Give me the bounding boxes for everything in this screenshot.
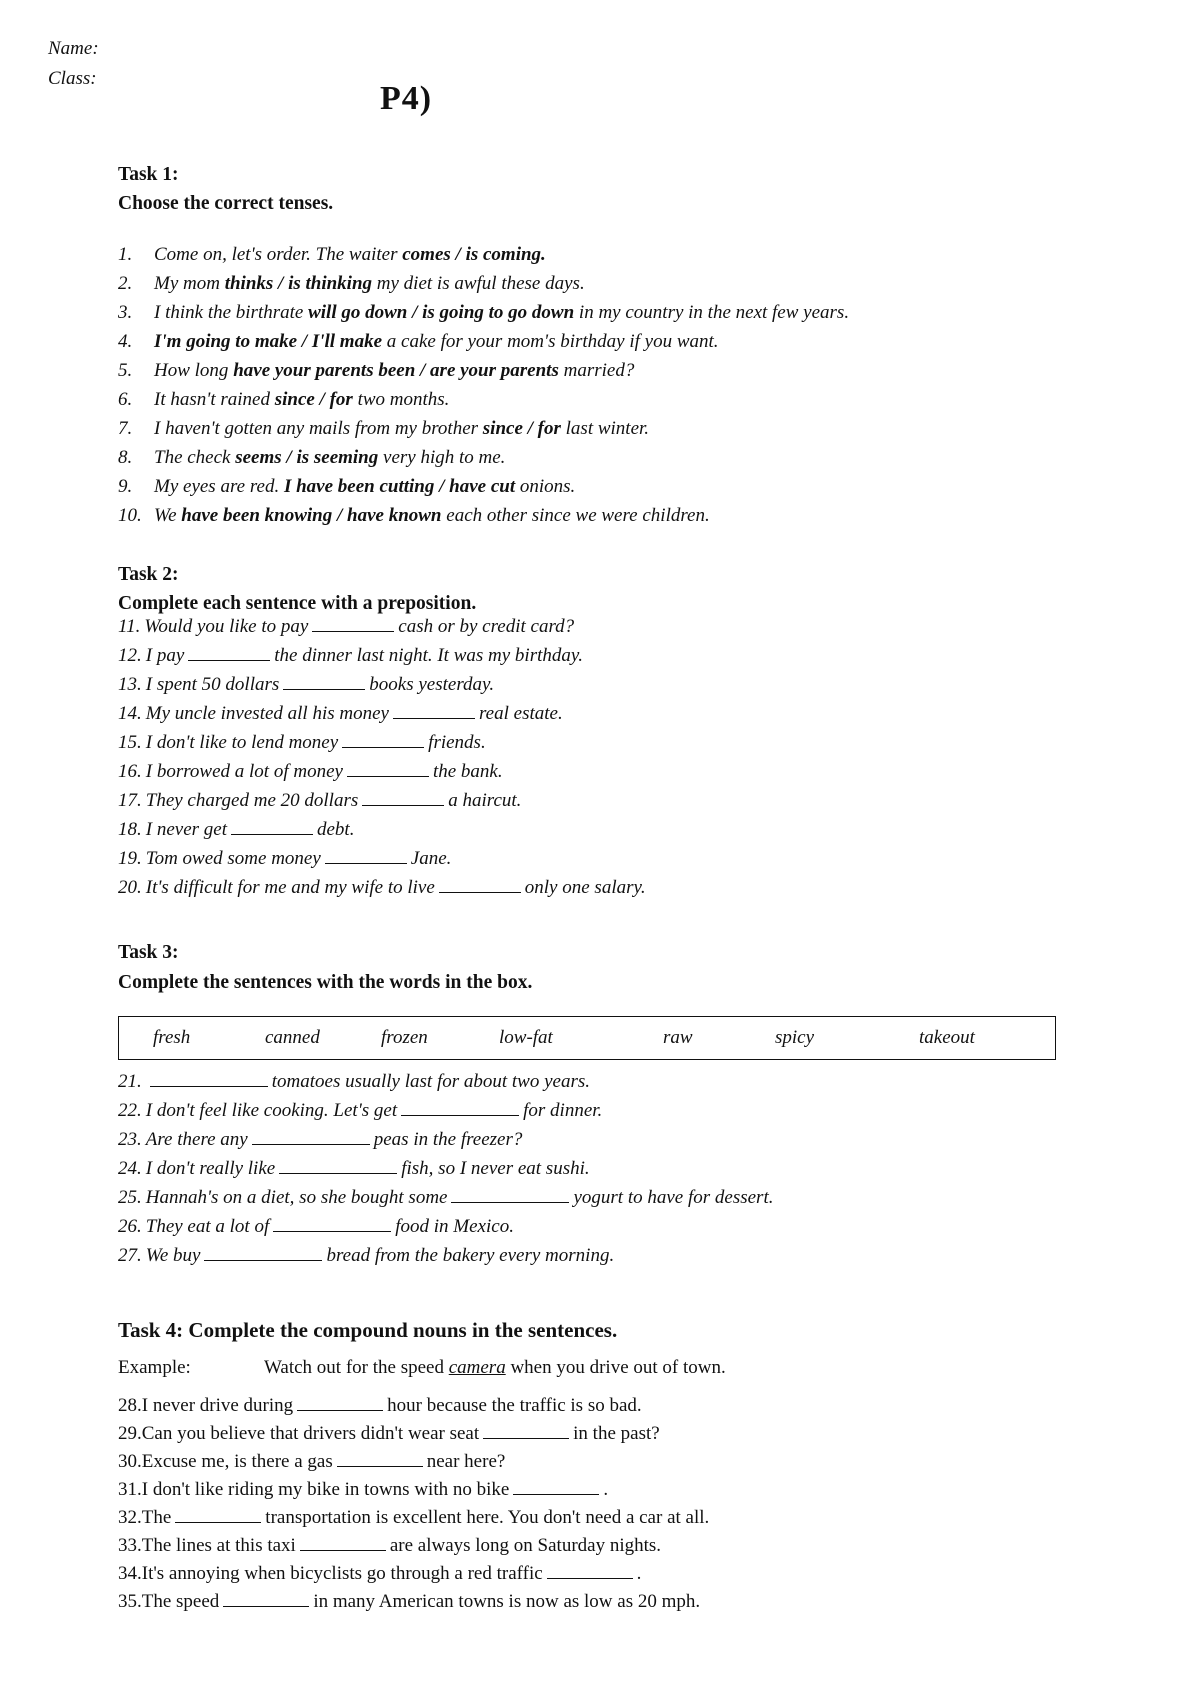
task1-item — [118, 302, 849, 324]
item-text: bread from the bakery every morning. — [326, 1245, 615, 1266]
item-text: I don't feel like cooking. Let's get — [145, 1100, 398, 1121]
answer-blank[interactable] — [362, 791, 444, 806]
item-text: I pay — [145, 645, 185, 666]
task2-item — [118, 732, 486, 754]
item-text: It's annoying when bicyclists go through a red traffic — [141, 1563, 543, 1584]
item-text: I never drive during — [141, 1395, 294, 1416]
task4-item — [118, 1423, 660, 1445]
item-text: real estate. — [478, 703, 563, 724]
answer-blank[interactable] — [483, 1424, 569, 1439]
answer-blank[interactable] — [300, 1536, 386, 1551]
answer-blank[interactable] — [231, 820, 313, 835]
item-text: are always long on Saturday nights. — [389, 1535, 662, 1556]
task2-item — [118, 616, 574, 638]
task1-title: Task 1: — [118, 164, 179, 185]
item-text: Come on, let's order. The waiter — [154, 244, 403, 265]
answer-blank[interactable] — [439, 878, 521, 893]
answer-blank[interactable] — [297, 1396, 383, 1411]
word-box-item: canned — [265, 1027, 320, 1048]
task4-item — [118, 1535, 661, 1557]
task2-item — [118, 674, 494, 696]
task4-title: Task 4: Complete the compound nouns in the sentences. — [118, 1318, 618, 1342]
answer-blank[interactable] — [223, 1592, 309, 1607]
item-number: 15. — [118, 732, 142, 753]
item-number: 21. — [118, 1071, 142, 1092]
item-text: The speed — [141, 1591, 220, 1612]
task3-item — [118, 1100, 602, 1122]
item-number: 18. — [118, 819, 142, 840]
answer-blank[interactable] — [325, 849, 407, 864]
item-number: 23. — [118, 1129, 142, 1150]
task3-item — [118, 1158, 590, 1180]
task3-instruction: Complete the sentences with the words in the box. — [118, 972, 533, 993]
item-number: 9. — [118, 476, 133, 497]
item-text: The lines at this taxi — [141, 1535, 296, 1556]
item-text: last winter. — [560, 418, 650, 439]
task1-instruction: Choose the correct tenses. — [118, 193, 334, 214]
item-number: 25. — [118, 1187, 142, 1208]
task1-item — [118, 418, 649, 440]
tense-options: comes / is coming. — [402, 244, 546, 265]
item-number: 34. — [118, 1563, 142, 1584]
answer-blank[interactable] — [337, 1452, 423, 1467]
item-number: 4. — [118, 331, 133, 352]
item-text: hour because the traffic is so bad. — [387, 1395, 642, 1416]
answer-blank[interactable] — [312, 617, 394, 632]
answer-blank[interactable] — [547, 1564, 633, 1579]
task2-item — [118, 645, 583, 667]
answer-blank[interactable] — [283, 675, 365, 690]
task2-item — [118, 819, 354, 841]
task4-item — [118, 1591, 700, 1613]
item-text: Jane. — [410, 848, 452, 869]
tense-options: since / for — [274, 389, 353, 410]
item-text: Excuse me, is there a gas — [141, 1451, 333, 1472]
item-number: 22. — [118, 1100, 142, 1121]
tense-options: I'm going to make / I'll make — [154, 331, 383, 352]
example-text: Watch out for the speed — [264, 1357, 449, 1378]
item-number: 14. — [118, 703, 142, 724]
item-text: The — [141, 1507, 172, 1528]
item-text: We — [154, 505, 182, 526]
item-text: Can you believe that drivers didn't wear seat — [141, 1423, 480, 1444]
item-text: Would you like to pay — [144, 616, 309, 637]
task4-example — [118, 1357, 726, 1379]
task2-item — [118, 790, 521, 812]
answer-blank[interactable] — [150, 1072, 268, 1087]
task4-item — [118, 1507, 709, 1529]
tense-options: have been knowing / have known — [181, 505, 442, 526]
item-number: 7. — [118, 418, 133, 439]
task2-instruction: Complete each sentence with a preposition. — [118, 593, 477, 614]
item-text: the dinner last night. It was my birthday. — [274, 645, 584, 666]
item-text: my diet is awful these days. — [372, 273, 585, 294]
task3-title: Task 3: — [118, 942, 179, 963]
task1-item — [118, 476, 575, 498]
item-number: 10. — [118, 505, 142, 526]
name-label: Name: — [48, 38, 99, 59]
item-number: 27. — [118, 1245, 142, 1266]
task4-item — [118, 1479, 608, 1501]
item-number: 19. — [118, 848, 142, 869]
task3-item — [118, 1129, 522, 1151]
answer-blank[interactable] — [401, 1101, 519, 1116]
item-text: How long — [154, 360, 234, 381]
item-number: 1. — [118, 244, 133, 265]
item-number: 13. — [118, 674, 142, 695]
word-box-item: spicy — [775, 1027, 815, 1048]
task3-item — [118, 1071, 590, 1093]
item-text: Hannah's on a diet, so she bought some — [145, 1187, 448, 1208]
item-text: friends. — [428, 732, 486, 753]
tense-options: I have been cutting / have cut — [283, 476, 516, 497]
example-text-end: when you drive out of town. — [505, 1357, 726, 1378]
item-text: a cake for your mom's birthday if you want. — [382, 331, 719, 352]
tense-options: since / for — [482, 418, 561, 439]
item-text: Are there any — [145, 1129, 248, 1150]
item-number: 11. — [118, 616, 141, 637]
item-text: in my country in the next few years. — [574, 302, 850, 323]
item-text: My mom — [154, 273, 225, 294]
item-text: . — [603, 1479, 609, 1500]
item-text: I think the birthrate — [154, 302, 309, 323]
task1-item — [118, 331, 719, 353]
item-number: 12. — [118, 645, 142, 666]
task4-item — [118, 1563, 641, 1585]
item-number: 33. — [118, 1535, 142, 1556]
item-text: Tom owed some money — [145, 848, 321, 869]
class-label: Class: — [48, 68, 97, 89]
item-text: in many American towns is now as low as 20 mph. — [313, 1591, 701, 1612]
word-box-item: frozen — [381, 1027, 428, 1048]
task4-item — [118, 1395, 642, 1417]
item-text: each other since we were children. — [441, 505, 710, 526]
item-text: only one salary. — [524, 877, 646, 898]
example-word: camera — [448, 1357, 506, 1378]
item-text: My uncle invested all his money — [145, 703, 389, 724]
word-box-item: raw — [663, 1027, 693, 1048]
item-text: We buy — [145, 1245, 201, 1266]
item-text: I spent 50 dollars — [145, 674, 280, 695]
answer-blank[interactable] — [204, 1246, 322, 1261]
item-text: I don't really like — [145, 1158, 276, 1179]
item-text: My eyes are red. — [154, 476, 284, 497]
item-number: 20. — [118, 877, 142, 898]
item-number: 16. — [118, 761, 142, 782]
answer-blank[interactable] — [175, 1508, 261, 1523]
task2-title: Task 2: — [118, 564, 179, 585]
item-text: . — [636, 1563, 642, 1584]
answer-blank[interactable] — [273, 1217, 391, 1232]
item-number: 31. — [118, 1479, 142, 1500]
task2-item — [118, 877, 646, 899]
answer-blank[interactable] — [279, 1159, 397, 1174]
item-text: the bank. — [432, 761, 503, 782]
item-text: debt. — [316, 819, 355, 840]
task3-item — [118, 1187, 773, 1209]
item-number: 28. — [118, 1395, 142, 1416]
answer-blank[interactable] — [347, 762, 429, 777]
task1-item — [118, 389, 449, 411]
answer-blank[interactable] — [393, 704, 475, 719]
item-number: 26. — [118, 1216, 142, 1237]
item-text: I borrowed a lot of money — [145, 761, 343, 782]
tense-options: will go down / is going to go down — [308, 302, 575, 323]
item-text: The check — [154, 447, 236, 468]
task2-item — [118, 848, 451, 870]
item-text: food in Mexico. — [395, 1216, 514, 1237]
task1-item — [118, 360, 634, 382]
word-box-item: fresh — [153, 1027, 191, 1048]
task3-item — [118, 1216, 514, 1238]
answer-blank[interactable] — [342, 733, 424, 748]
worksheet-code: P4) — [380, 80, 433, 117]
item-text: peas in the freezer? — [373, 1129, 523, 1150]
answer-blank[interactable] — [188, 646, 270, 661]
answer-blank[interactable] — [252, 1130, 370, 1145]
task1-item — [118, 447, 505, 469]
task4-item — [118, 1451, 505, 1473]
item-text: for dinner. — [523, 1100, 603, 1121]
word-box-item: low-fat — [499, 1027, 553, 1048]
item-number: 35. — [118, 1591, 142, 1612]
item-text: It hasn't rained — [154, 389, 275, 410]
item-text: It's difficult for me and my wife to live — [145, 877, 435, 898]
item-text: near here? — [426, 1451, 506, 1472]
item-text: They eat a lot of — [145, 1216, 270, 1237]
tense-options: seems / is seeming — [235, 447, 379, 468]
item-text: yogurt to have for dessert. — [573, 1187, 774, 1208]
item-number: 17. — [118, 790, 142, 811]
item-text: I never get — [145, 819, 227, 840]
example-label: Example: — [118, 1357, 191, 1378]
answer-blank[interactable] — [513, 1480, 599, 1495]
item-number: 8. — [118, 447, 133, 468]
task1-item — [118, 505, 710, 527]
item-text: two months. — [352, 389, 450, 410]
answer-blank[interactable] — [451, 1188, 569, 1203]
task1-item — [118, 244, 546, 266]
item-number: 32. — [118, 1507, 142, 1528]
item-number: 29. — [118, 1423, 142, 1444]
task2-item — [118, 703, 563, 725]
item-text: cash or by credit card? — [398, 616, 575, 637]
tense-options: have your parents been / are your parents — [233, 360, 559, 381]
tense-options: thinks / is thinking — [224, 273, 373, 294]
item-text: onions. — [515, 476, 576, 497]
item-number: 6. — [118, 389, 133, 410]
item-number: 30. — [118, 1451, 142, 1472]
item-number: 2. — [118, 273, 133, 294]
item-text: very high to me. — [378, 447, 506, 468]
item-text: I don't like to lend money — [145, 732, 339, 753]
item-number: 5. — [118, 360, 133, 381]
task1-item — [118, 273, 585, 295]
item-text: transportation is excellent here. You don't need a car at all. — [265, 1507, 710, 1528]
word-box-item: takeout — [919, 1027, 975, 1048]
word-box — [118, 1016, 1056, 1060]
item-text: in the past? — [573, 1423, 660, 1444]
item-text: I don't like riding my bike in towns with no bike — [141, 1479, 510, 1500]
item-text: a haircut. — [448, 790, 522, 811]
item-text: fish, so I never eat sushi. — [401, 1158, 590, 1179]
item-text: tomatoes usually last for about two years. — [271, 1071, 590, 1092]
item-text: I haven't gotten any mails from my brother — [154, 418, 483, 439]
item-number: 24. — [118, 1158, 142, 1179]
item-text: books yesterday. — [369, 674, 495, 695]
task2-item — [118, 761, 503, 783]
task3-item — [118, 1245, 614, 1267]
item-text: They charged me 20 dollars — [145, 790, 359, 811]
item-number: 3. — [118, 302, 133, 323]
item-text: married? — [558, 360, 635, 381]
